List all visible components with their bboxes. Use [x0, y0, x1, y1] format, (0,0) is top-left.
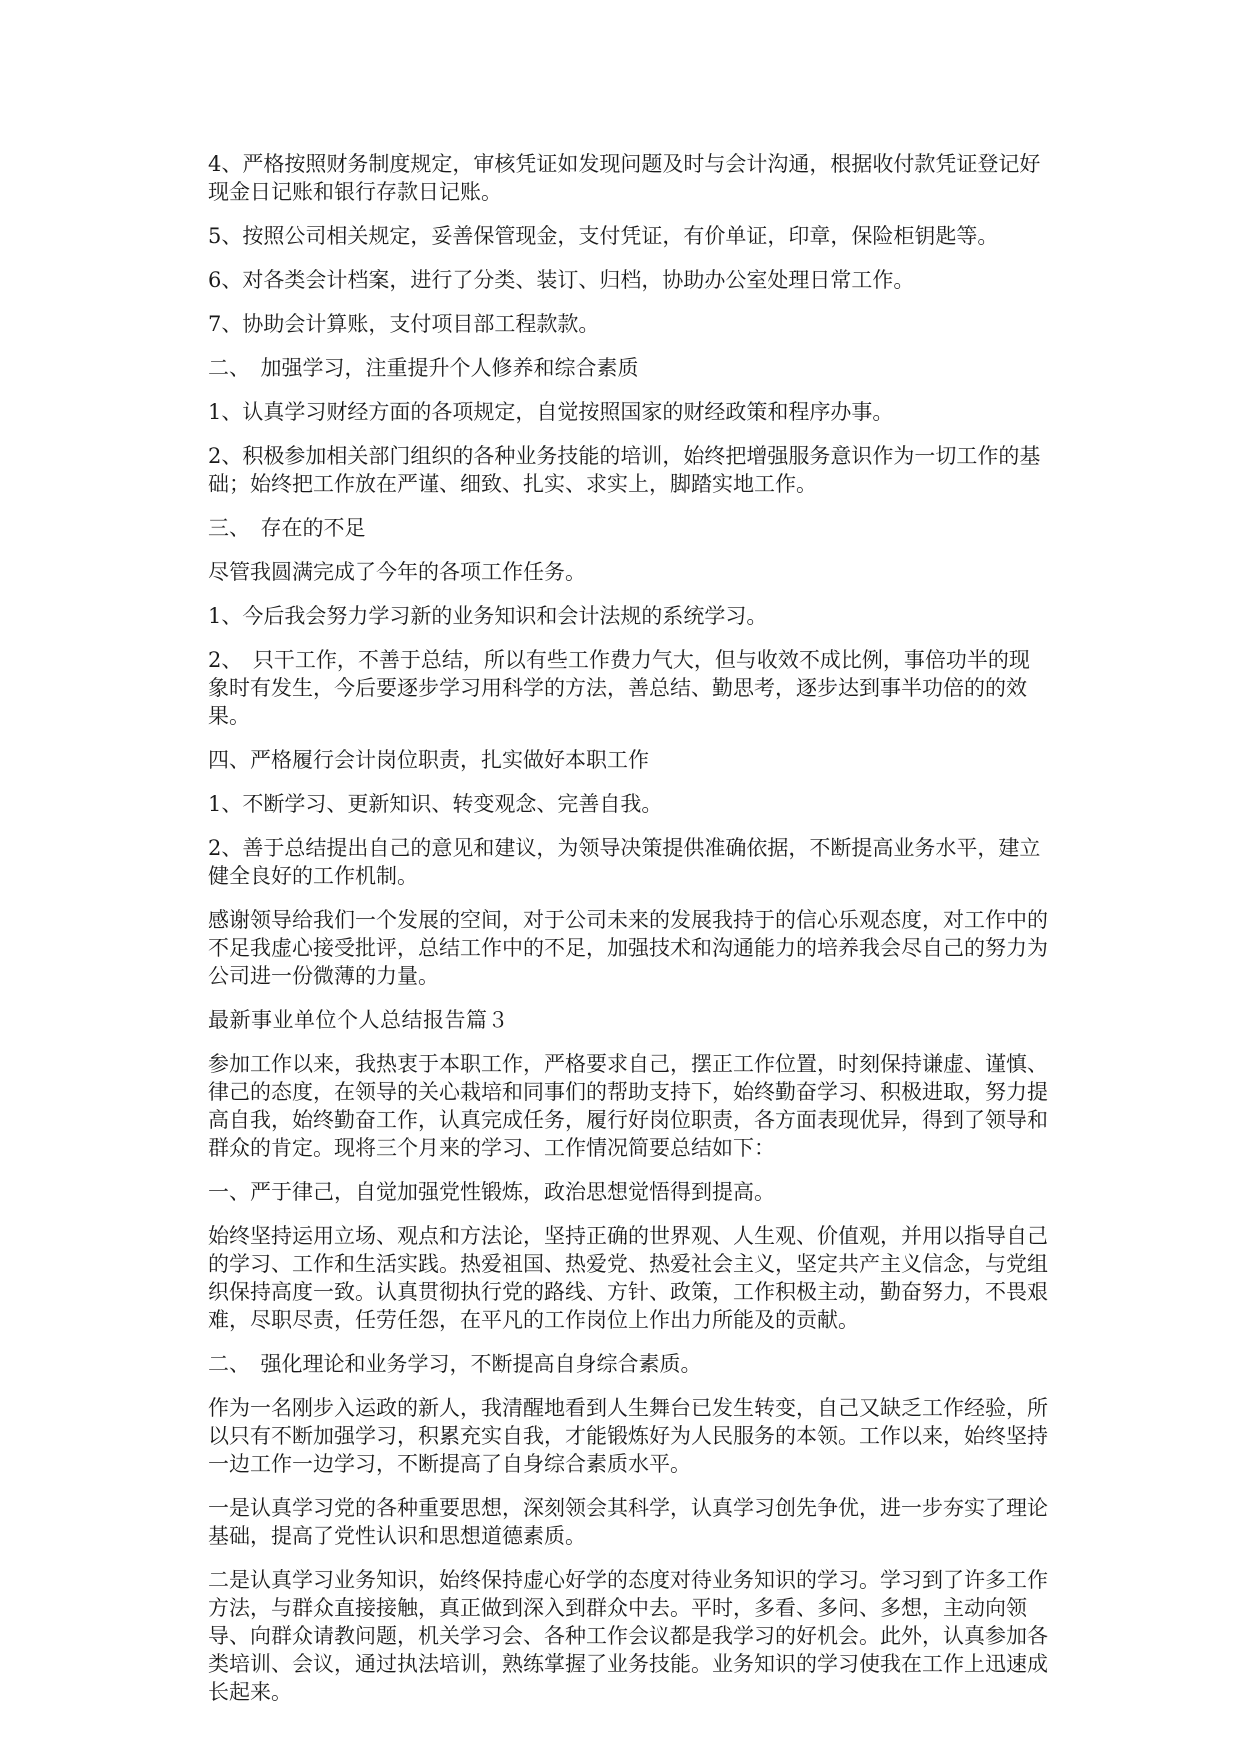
paragraph-item-6: 6、对各类会计档案，进行了分类、装订、归档，协助办公室处理日常工作。 — [208, 268, 915, 292]
paragraph-item-5: 5、按照公司相关规定，妥善保管现金，支付凭证，有价单证，印章，保险柜钥匙等。 — [208, 224, 999, 248]
section-heading-4: 四、严格履行会计岗位职责，扎实做好本职工作 — [208, 748, 649, 772]
paragraph-item-4: 4、严格按照财务制度规定，审核凭证如发现问题及时与会计沟通，根据收付款凭证登记好现金日记账和银行存款日记账。 — [208, 152, 1041, 204]
section-heading-learning: 二、 强化理论和业务学习，不断提高自身综合素质。 — [208, 1352, 702, 1376]
section-heading-discipline: 一、严于律己，自觉加强党性锻炼，政治思想觉悟得到提高。 — [208, 1180, 775, 1204]
paragraph-shortcoming-1: 1、今后我会努力学习新的业务知识和会计法规的系统学习。 — [208, 604, 768, 628]
paragraph-shortcoming-intro: 尽管我圆满完成了今年的各项工作任务。 — [208, 560, 586, 584]
paragraph-duty-1: 1、不断学习、更新知识、转变观念、完善自我。 — [208, 792, 663, 816]
paragraph-discipline: 始终坚持运用立场、观点和方法论，坚持正确的世界观、人生观、价值观，并用以指导自己的学习、工作和生活实践。热爱祖国、热爱党、热爱社会主义，坚定共产主义信念，与党组织保持高度一致。认真贯彻执行党的路线、方针、政策，工作积极主动，勤奋努力，不畏艰难，尽职尽责，任劳任怨，在平凡的工作岗位上作出力所能及的贡献。 — [208, 1224, 1048, 1332]
paragraph-item-7: 7、协助会计算账，支付项目部工程款款。 — [208, 312, 600, 336]
paragraph-study-2: 2、积极参加相关部门组织的各种业务技能的培训，始终把增强服务意识作为一切工作的基础；始终把工作放在严谨、细致、扎实、求实上，脚踏实地工作。 — [208, 444, 1041, 496]
section-heading-3: 三、 存在的不足 — [208, 516, 366, 540]
document-body — [208, 150, 1053, 1722]
section-heading-2: 二、 加强学习，注重提升个人修养和综合素质 — [208, 356, 639, 380]
paragraph-study-1: 1、认真学习财经方面的各项规定，自觉按照国家的财经政策和程序办事。 — [208, 400, 894, 424]
paragraph-intro: 参加工作以来，我热衷于本职工作，严格要求自己，摆正工作位置，时刻保持谦虚、谨慎、律己的态度，在领导的关心栽培和同事们的帮助支持下，始终勤奋学习、积极进取，努力提高自我，始终勤奋工作，认真完成任务，履行好岗位职责，各方面表现优异，得到了领导和群众的肯定。现将三个月来的学习、工作情况简要总结如下： — [208, 1052, 1048, 1160]
paragraph-shortcoming-2: 2、 只干工作，不善于总结，所以有些工作费力气大，但与收效不成比例，事倍功半的现 象时有发生，今后要逐步学习用科学的方法，善总结、勤思考，逐步达到事半功倍的的效果。 — [208, 648, 1051, 728]
paragraph-learning: 作为一名刚步入运政的新人，我清醒地看到人生舞台已发生转变，自己又缺乏工作经验，所以只有不断加强学习，积累充实自我，才能锻炼好为人民服务的本领。工作以来，始终坚持一边工作一边学习，不断提高了自身综合素质水平。 — [208, 1396, 1048, 1476]
article-title: 最新事业单位个人总结报告篇３ — [208, 1008, 509, 1032]
paragraph-learning-first: 一是认真学习党的各种重要思想，深刻领会其科学，认真学习创先争优，进一步夯实了理论基础，提高了党性认识和思想道德素质。 — [208, 1496, 1048, 1548]
paragraph-duty-2: 2、善于总结提出自己的意见和建议，为领导决策提供准确依据，不断提高业务水平，建立健全良好的工作机制。 — [208, 836, 1041, 888]
paragraph-learning-second: 二是认真学习业务知识，始终保持虚心好学的态度对待业务知识的学习。学习到了许多工作方法，与群众直接接触，真正做到深入到群众中去。平时，多看、多问、多想，主动向领导、向群众请教问题，机关学习会、各种工作会议都是我学习的好机会。此外，认真参加各类培训、会议，通过执法培训，熟练掌握了业务技能。业务知识的学习使我在工作上迅速成长起来。 — [208, 1568, 1048, 1704]
paragraph-thanks: 感谢领导给我们一个发展的空间，对于公司未来的发展我持于的信心乐观态度，对工作中的不足我虚心接受批评，总结工作中的不足，加强技术和沟通能力的培养我会尽自己的努力为公司进一份微薄的力量。 — [208, 908, 1048, 988]
